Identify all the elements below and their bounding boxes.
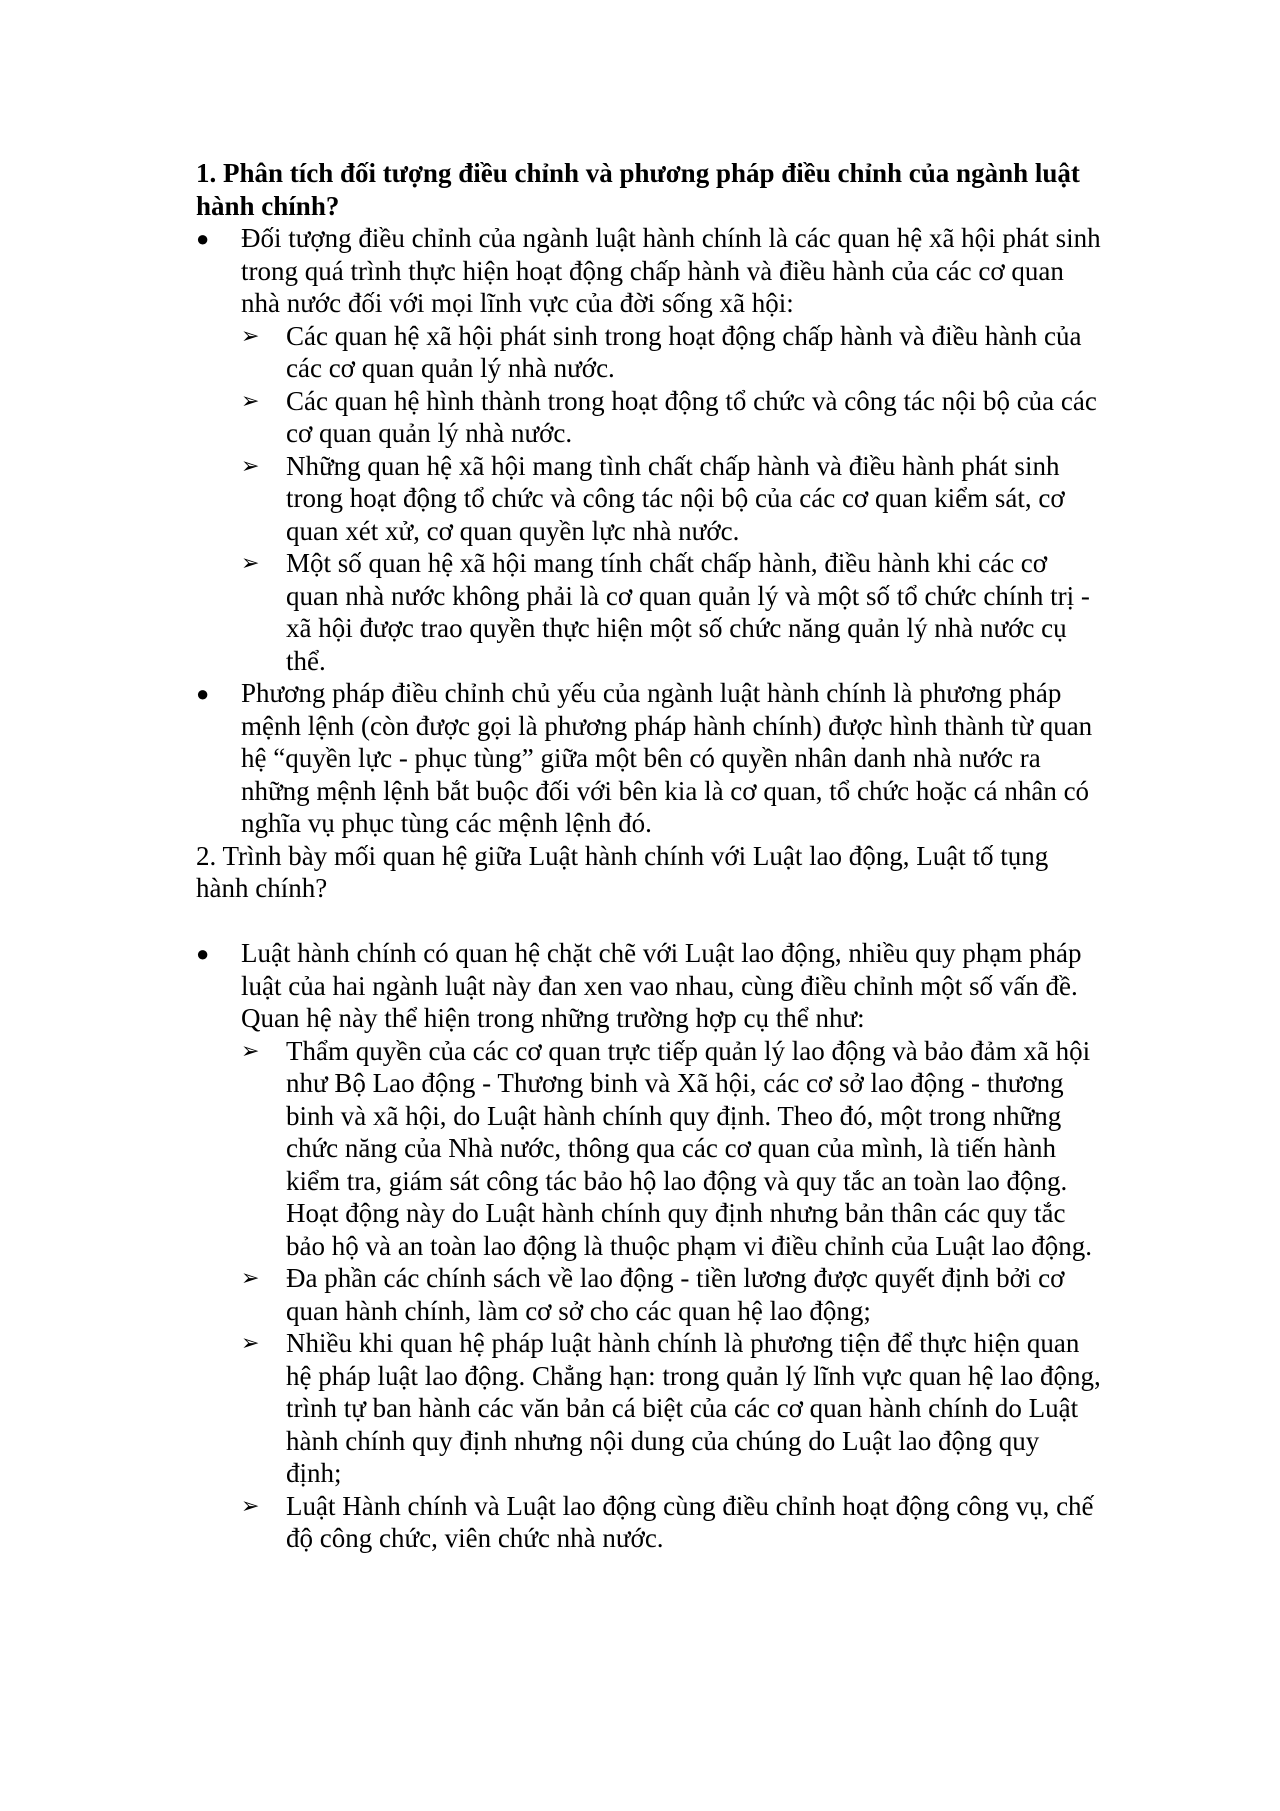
sub-list-item-text: Nhiều khi quan hệ pháp luật hành chính là phương tiện để thực hiện quan hệ pháp luật lao động. Chẳng hạn: trong quản lý lĩnh vực quan hệ lao động, trình tự ban hành các văn bản cá biệt của các cơ quan hành chính do Luật hành chính quy định nhưng nội dung của chúng do Luật lao động quy định; xyxy=(286,1328,1101,1488)
arrowhead-bullet-icon: ➢ xyxy=(241,550,260,575)
list-item xyxy=(196,937,1101,1555)
sub-list-item-text: Luật Hành chính và Luật lao động cùng điều chỉnh hoạt động công vụ, chế độ công chức, viên chức nhà nước. xyxy=(286,1490,1094,1553)
question-2-list xyxy=(196,937,1101,1555)
question-1-title: 1. Phân tích đối tượng điều chỉnh và phương pháp điều chỉnh của ngành luật hành chính? xyxy=(196,158,1080,221)
sub-list-item-text: Các quan hệ xã hội phát sinh trong hoạt động chấp hành và điều hành của các cơ quan quản lý nhà nước. xyxy=(286,320,1082,383)
sub-list-item xyxy=(196,1327,1101,1490)
sub-list xyxy=(241,1035,1101,1555)
sub-list-item xyxy=(196,1262,1101,1327)
question-2-title: 2. Trình bày mối quan hệ giữa Luật hành chính với Luật lao động, Luật tố tụng hành chính? xyxy=(196,840,1049,903)
sub-list-item-text: Những quan hệ xã hội mang tình chất chấp hành và điều hành phát sinh trong hoạt động tổ chức và công tác nội bộ của các cơ quan kiểm sát, cơ quan xét xử, cơ quan quyền lực nhà nước. xyxy=(286,450,1065,546)
arrowhead-bullet-icon: ➢ xyxy=(241,452,260,478)
sub-list-item-text: Thẩm quyền của các cơ quan trực tiếp quản lý lao động và bảo đảm xã hội như Bộ Lao động - Thương binh và Xã hội, các cơ sở lao động - thương binh và xã hội, do Luật hành chính quy định. Theo đó, một trong những chức năng của Nhà nước, thông qua các cơ quan của mình, là tiến hành kiểm tra, giám sát công tác bảo hộ lao động và quy tắc an toàn lao động. Hoạt động này do Luật hành chính quy định nhưng bản thân các quy tắc bảo hộ và an toàn lao động là thuộc phạm vi điều chỉnh của Luật lao động. xyxy=(286,1035,1093,1261)
list-item xyxy=(196,222,1101,677)
list-item-text: Phương pháp điều chỉnh chủ yếu của ngành luật hành chính là phương pháp mệnh lệnh (còn được gọi là phương pháp hành chính) được hình thành từ quan hệ “quyền lực - phục tùng” giữa một bên có quyền nhân danh nhà nước ra những mệnh lệnh bắt buộc đối với bên kia là cơ quan, tổ chức hoặc cá nhân có nghĩa vụ phục tùng các mệnh lệnh đó. xyxy=(241,678,1093,838)
blank-line xyxy=(196,905,1101,938)
sub-list-item xyxy=(196,547,1101,677)
sub-list-item xyxy=(196,320,1101,385)
bullet-dot-icon: ● xyxy=(196,226,210,251)
sub-list-item-text: Đa phần các chính sách về lao động - tiền lương được quyết định bởi cơ quan hành chính, làm cơ sở cho các quan hệ lao động; xyxy=(286,1263,1065,1326)
document-content xyxy=(196,157,1101,1555)
question-1-list xyxy=(196,222,1101,840)
arrowhead-bullet-icon: ➢ xyxy=(241,1037,260,1063)
list-item-text: Đối tượng điều chỉnh của ngành luật hành chính là các quan hệ xã hội phát sinh trong quá trình thực hiện hoạt động chấp hành và điều hành của các cơ quan nhà nước đối với mọi lĩnh vực của đời sống xã hội: xyxy=(241,223,1101,318)
sub-list-item-text: Một số quan hệ xã hội mang tính chất chấp hành, điều hành khi các cơ quan nhà nước không phải là cơ quan quản lý và một số tổ chức chính trị - xã hội được trao quyền thực hiện một số chức năng quản lý nhà nước cụ thể. xyxy=(286,548,1090,676)
arrowhead-bullet-icon: ➢ xyxy=(241,322,260,348)
sub-list-item xyxy=(196,1035,1101,1263)
arrowhead-bullet-icon: ➢ xyxy=(241,1265,260,1290)
sub-list-item-text: Các quan hệ hình thành trong hoạt động tổ chức và công tác nội bộ của các cơ quan quản lý nhà nước. xyxy=(286,385,1097,448)
list-item-text: Luật hành chính có quan hệ chặt chẽ với Luật lao động, nhiều quy phạm pháp luật của hai ngành luật này đan xen vao nhau, cùng điều chỉnh một số vấn đề. Quan hệ này thể hiện trong những trường hợp cụ thể như: xyxy=(241,938,1082,1033)
arrowhead-bullet-icon: ➢ xyxy=(241,1330,260,1355)
arrowhead-bullet-icon: ➢ xyxy=(241,1492,260,1518)
sub-list-item xyxy=(196,450,1101,548)
sub-list xyxy=(241,320,1101,678)
bullet-dot-icon: ● xyxy=(196,941,210,966)
sub-list-item xyxy=(196,385,1101,450)
bullet-dot-icon: ● xyxy=(196,681,210,706)
arrowhead-bullet-icon: ➢ xyxy=(241,387,260,413)
sub-list-item xyxy=(196,1490,1101,1555)
list-item xyxy=(196,677,1101,840)
